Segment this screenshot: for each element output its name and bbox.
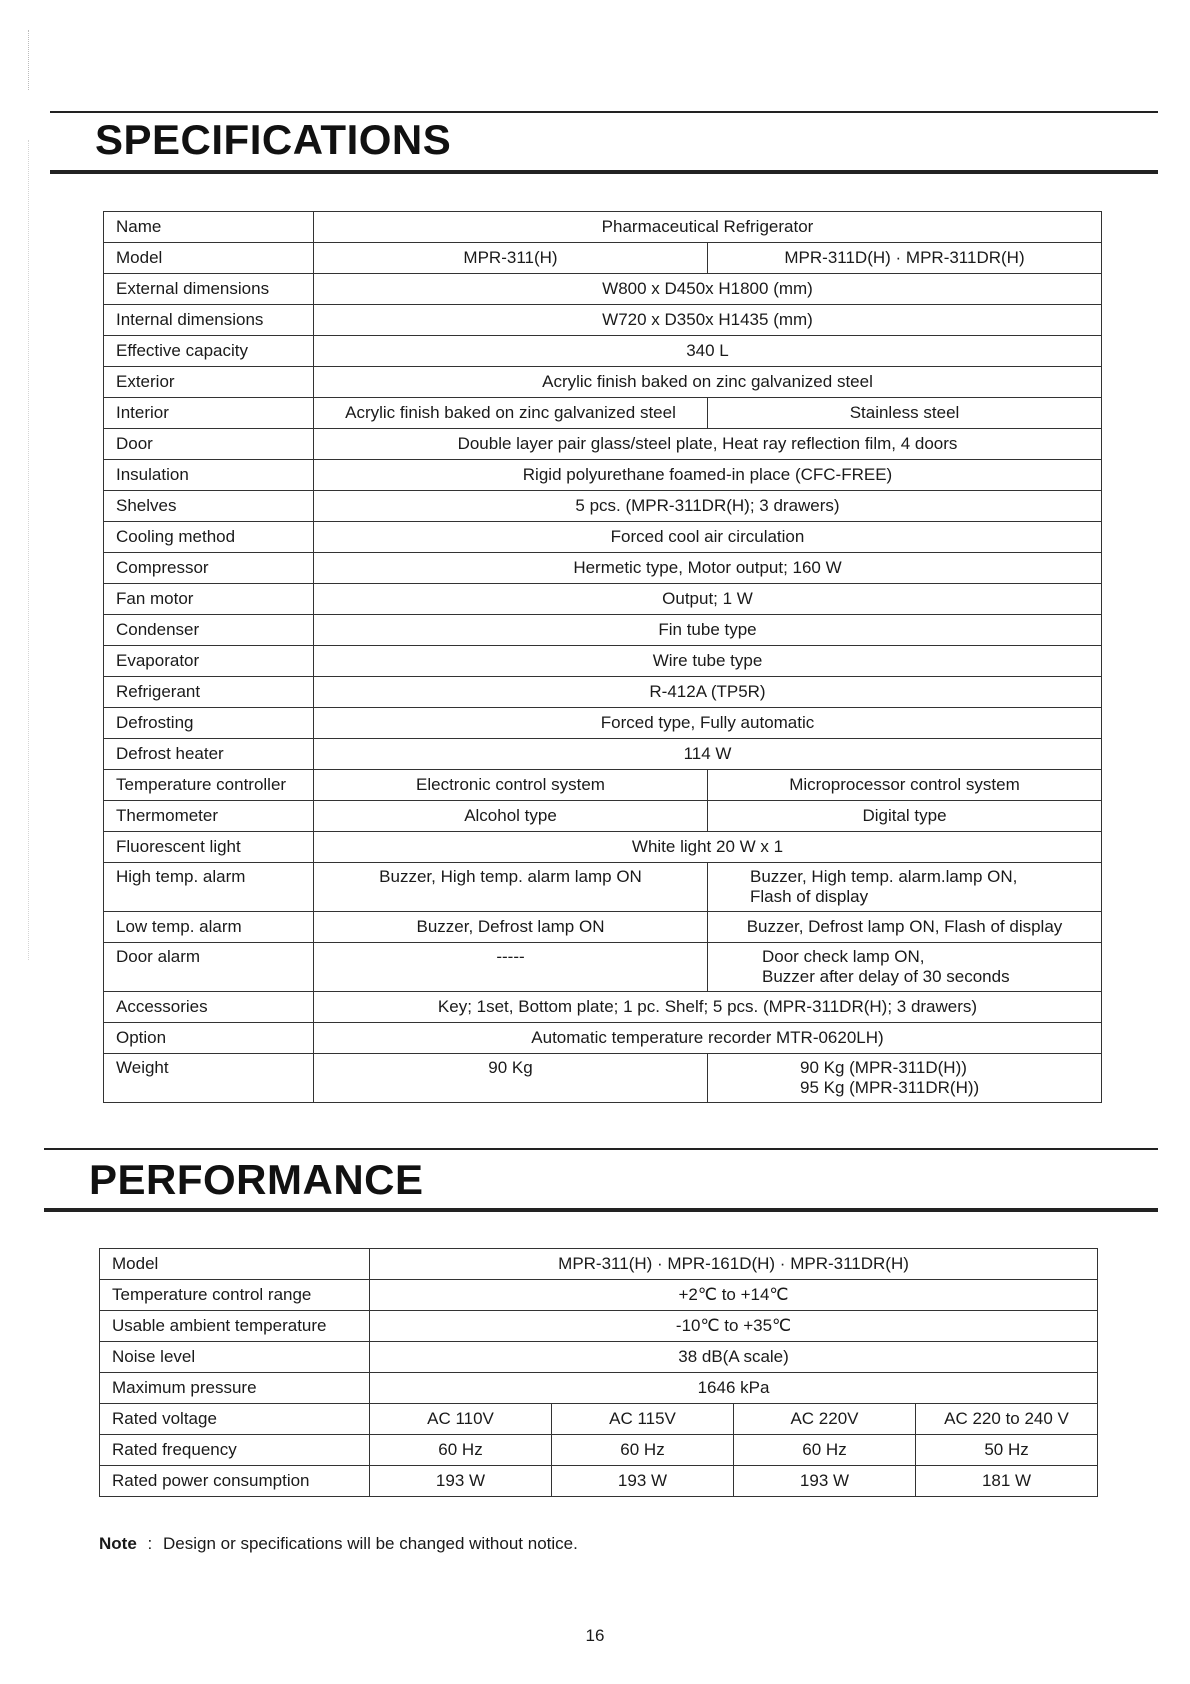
note	[99, 1534, 578, 1554]
spec-value-accessories: Key; 1set, Bottom plate; 1 pc. Shelf; 5 pcs. (MPR-311DR(H); 3 drawers)	[314, 992, 1102, 1023]
spec-value-model-col2: MPR-311D(H) · MPR-311DR(H)	[708, 243, 1102, 274]
spec-label-high-temp-alarm: High temp. alarm	[104, 863, 314, 912]
table-row	[104, 646, 1102, 677]
spec-value-high-temp-alarm-col1: Buzzer, High temp. alarm lamp ON	[314, 863, 708, 912]
spec-value-low-temp-alarm-col2: Buzzer, Defrost lamp ON, Flash of display	[708, 912, 1102, 943]
performance-table	[99, 1248, 1098, 1497]
table-row	[104, 367, 1102, 398]
table-row	[104, 460, 1102, 491]
spec-value-weight-col2-line1: 90 Kg (MPR-311D(H))	[800, 1058, 967, 1077]
spec-label-fluorescent-light: Fluorescent light	[104, 832, 314, 863]
spec-value-weight-col1: 90 Kg	[314, 1054, 708, 1103]
perf-label-noise-level: Noise level	[100, 1342, 370, 1373]
spec-value-defrost-heater: 114 W	[314, 739, 1102, 770]
perf-value-rated-voltage-2: AC 115V	[552, 1404, 734, 1435]
scan-margin-dots	[28, 30, 33, 90]
spec-label-interior: Interior	[104, 398, 314, 429]
spec-value-fan-motor: Output; 1 W	[314, 584, 1102, 615]
table-row	[100, 1404, 1098, 1435]
spec-value-high-temp-alarm-col2	[708, 863, 1102, 912]
table-row	[104, 832, 1102, 863]
spec-label-temperature-controller: Temperature controller	[104, 770, 314, 801]
perf-value-rated-voltage-3: AC 220V	[734, 1404, 916, 1435]
spec-value-high-temp-alarm-col2-line2: Flash of display	[750, 887, 869, 906]
spec-label-fan-motor: Fan motor	[104, 584, 314, 615]
table-row	[104, 801, 1102, 832]
spec-value-exterior: Acrylic finish baked on zinc galvanized steel	[314, 367, 1102, 398]
table-row	[100, 1280, 1098, 1311]
spec-label-internal-dimensions: Internal dimensions	[104, 305, 314, 336]
table-row	[104, 1054, 1102, 1103]
perf-value-rated-frequency-2: 60 Hz	[552, 1435, 734, 1466]
spec-value-temperature-controller-col2: Microprocessor control system	[708, 770, 1102, 801]
page-number: 16	[585, 1626, 605, 1645]
perf-value-rated-voltage-1: AC 110V	[370, 1404, 552, 1435]
table-row	[104, 522, 1102, 553]
spec-label-evaporator: Evaporator	[104, 646, 314, 677]
table-row	[104, 770, 1102, 801]
spec-label-exterior: Exterior	[104, 367, 314, 398]
spec-value-name: Pharmaceutical Refrigerator	[314, 212, 1102, 243]
note-text: Design or specifications will be changed without notice.	[162, 1534, 578, 1553]
perf-label-rated-voltage: Rated voltage	[100, 1404, 370, 1435]
table-row	[104, 243, 1102, 274]
spec-bottom-rule	[50, 170, 1158, 174]
perf-value-maximum-pressure: 1646 kPa	[370, 1373, 1098, 1404]
spec-value-interior-col1: Acrylic finish baked on zinc galvanized steel	[314, 398, 708, 429]
spec-label-door: Door	[104, 429, 314, 460]
specifications-table	[103, 211, 1102, 1103]
spec-value-model-col1: MPR-311(H)	[314, 243, 708, 274]
table-row	[104, 615, 1102, 646]
spec-top-rule	[50, 111, 1158, 113]
spec-label-name: Name	[104, 212, 314, 243]
table-row	[100, 1311, 1098, 1342]
spec-value-thermometer-col1: Alcohol type	[314, 801, 708, 832]
spec-value-door-alarm-col2-line2: Buzzer after delay of 30 seconds	[762, 967, 1010, 986]
perf-label-model: Model	[100, 1249, 370, 1280]
spec-value-door-alarm-col2	[708, 943, 1102, 992]
spec-label-compressor: Compressor	[104, 553, 314, 584]
spec-label-defrosting: Defrosting	[104, 708, 314, 739]
spec-label-external-dimensions: External dimensions	[104, 274, 314, 305]
spec-value-option: Automatic temperature recorder MTR-0620LH)	[314, 1023, 1102, 1054]
spec-label-weight: Weight	[104, 1054, 314, 1103]
spec-value-fluorescent-light: White light 20 W x 1	[314, 832, 1102, 863]
perf-value-rated-power-consumption-2: 193 W	[552, 1466, 734, 1497]
table-row	[100, 1435, 1098, 1466]
table-row	[100, 1249, 1098, 1280]
table-row	[104, 336, 1102, 367]
table-row	[104, 398, 1102, 429]
spec-value-weight-col2-line2: 95 Kg (MPR-311DR(H))	[800, 1078, 980, 1097]
table-row	[104, 212, 1102, 243]
table-row	[100, 1342, 1098, 1373]
performance-heading: PERFORMANCE	[89, 1156, 424, 1203]
spec-label-thermometer: Thermometer	[104, 801, 314, 832]
spec-value-door-alarm-col1: -----	[314, 943, 708, 992]
perf-label-rated-power-consumption: Rated power consumption	[100, 1466, 370, 1497]
table-row	[104, 274, 1102, 305]
spec-value-door: Double layer pair glass/steel plate, Heat ray reflection film, 4 doors	[314, 429, 1102, 460]
table-row	[104, 992, 1102, 1023]
spec-value-interior-col2: Stainless steel	[708, 398, 1102, 429]
spec-label-cooling-method: Cooling method	[104, 522, 314, 553]
table-row	[104, 943, 1102, 992]
performance-bottom-rule	[44, 1208, 1158, 1212]
spec-label-shelves: Shelves	[104, 491, 314, 522]
spec-value-door-alarm-col2-line1: Door check lamp ON,	[762, 947, 925, 966]
note-label: Note	[99, 1534, 137, 1553]
spec-value-refrigerant: R-412A (TP5R)	[314, 677, 1102, 708]
scan-margin-dots	[28, 140, 33, 960]
spec-label-effective-capacity: Effective capacity	[104, 336, 314, 367]
table-row	[104, 863, 1102, 912]
spec-value-evaporator: Wire tube type	[314, 646, 1102, 677]
perf-label-temperature-control-range: Temperature control range	[100, 1280, 370, 1311]
spec-value-shelves: 5 pcs. (MPR-311DR(H); 3 drawers)	[314, 491, 1102, 522]
table-row	[104, 491, 1102, 522]
table-row	[104, 429, 1102, 460]
spec-label-refrigerant: Refrigerant	[104, 677, 314, 708]
perf-value-model: MPR-311(H) · MPR-161D(H) · MPR-311DR(H)	[370, 1249, 1098, 1280]
spec-label-option: Option	[104, 1023, 314, 1054]
table-row	[100, 1373, 1098, 1404]
perf-value-rated-frequency-3: 60 Hz	[734, 1435, 916, 1466]
table-row	[104, 584, 1102, 615]
spec-label-defrost-heater: Defrost heater	[104, 739, 314, 770]
table-row	[104, 708, 1102, 739]
performance-top-rule	[44, 1148, 1158, 1150]
spec-value-defrosting: Forced type, Fully automatic	[314, 708, 1102, 739]
spec-value-cooling-method: Forced cool air circulation	[314, 522, 1102, 553]
spec-label-door-alarm: Door alarm	[104, 943, 314, 992]
perf-value-rated-voltage-4: AC 220 to 240 V	[916, 1404, 1098, 1435]
spec-label-condenser: Condenser	[104, 615, 314, 646]
spec-value-external-dimensions: W800 x D450x H1800 (mm)	[314, 274, 1102, 305]
perf-value-rated-power-consumption-1: 193 W	[370, 1466, 552, 1497]
perf-value-rated-frequency-1: 60 Hz	[370, 1435, 552, 1466]
spec-value-high-temp-alarm-col2-line1: Buzzer, High temp. alarm.lamp ON,	[750, 867, 1018, 886]
note-separator: :	[147, 1534, 153, 1553]
perf-label-rated-frequency: Rated frequency	[100, 1435, 370, 1466]
perf-value-rated-frequency-4: 50 Hz	[916, 1435, 1098, 1466]
table-row	[104, 912, 1102, 943]
spec-value-weight-col2	[708, 1054, 1102, 1103]
table-row	[104, 1023, 1102, 1054]
perf-value-temperature-control-range: +2℃ to +14℃	[370, 1280, 1098, 1311]
perf-value-noise-level: 38 dB(A scale)	[370, 1342, 1098, 1373]
spec-value-effective-capacity: 340 L	[314, 336, 1102, 367]
spec-value-condenser: Fin tube type	[314, 615, 1102, 646]
perf-label-maximum-pressure: Maximum pressure	[100, 1373, 370, 1404]
spec-label-model: Model	[104, 243, 314, 274]
table-row	[100, 1466, 1098, 1497]
spec-value-temperature-controller-col1: Electronic control system	[314, 770, 708, 801]
spec-label-accessories: Accessories	[104, 992, 314, 1023]
spec-value-thermometer-col2: Digital type	[708, 801, 1102, 832]
spec-value-low-temp-alarm-col1: Buzzer, Defrost lamp ON	[314, 912, 708, 943]
perf-value-usable-ambient-temperature: -10℃ to +35℃	[370, 1311, 1098, 1342]
specifications-heading: SPECIFICATIONS	[95, 116, 452, 163]
table-row	[104, 553, 1102, 584]
perf-value-rated-power-consumption-4: 181 W	[916, 1466, 1098, 1497]
table-row	[104, 739, 1102, 770]
spec-value-insulation: Rigid polyurethane foamed-in place (CFC-FREE)	[314, 460, 1102, 491]
table-row	[104, 305, 1102, 336]
table-row	[104, 677, 1102, 708]
spec-label-insulation: Insulation	[104, 460, 314, 491]
perf-value-rated-power-consumption-3: 193 W	[734, 1466, 916, 1497]
spec-value-internal-dimensions: W720 x D350x H1435 (mm)	[314, 305, 1102, 336]
perf-label-usable-ambient-temperature: Usable ambient temperature	[100, 1311, 370, 1342]
spec-value-compressor: Hermetic type, Motor output; 160 W	[314, 553, 1102, 584]
spec-label-low-temp-alarm: Low temp. alarm	[104, 912, 314, 943]
